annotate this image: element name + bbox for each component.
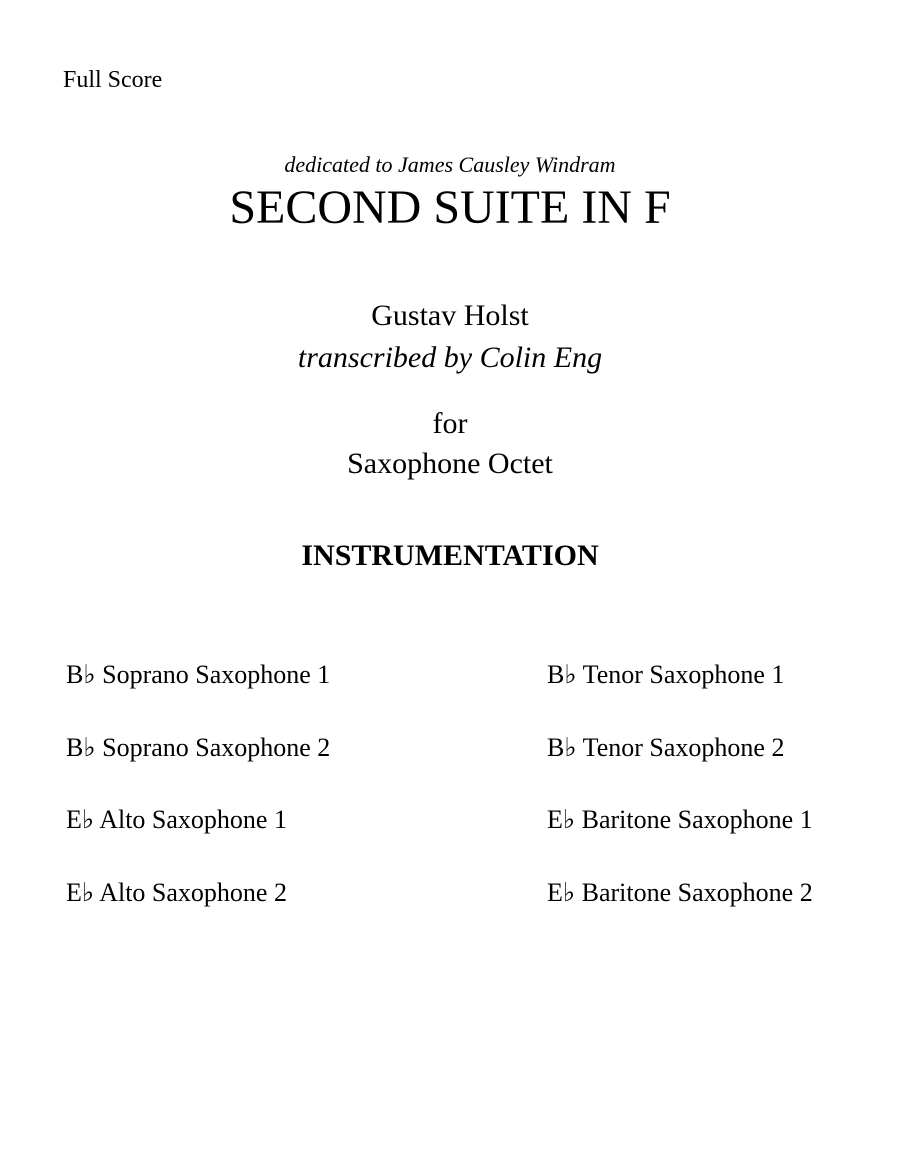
dedication: dedicated to James Causley Windram [284,152,616,177]
instrument-item: B♭ Tenor Saxophone 1 [547,660,785,689]
instrument-list-right [547,657,813,947]
for-label: for [432,407,468,440]
ensemble-name: Saxophone Octet [347,447,553,480]
instrument-item: E♭ Alto Saxophone 1 [66,805,287,834]
score-type-label: Full Score [63,67,163,93]
composer-name: Gustav Holst [371,299,529,332]
transcriber-credit: transcribed by Colin Eng [297,341,603,374]
instrument-item: B♭ Soprano Saxophone 1 [66,660,331,689]
instrument-item: B♭ Tenor Saxophone 2 [547,732,785,762]
instrument-list-left [66,657,330,947]
instrument-item: B♭ Soprano Saxophone 2 [66,732,331,762]
instrumentation-heading: INSTRUMENTATION [301,539,599,572]
instrument-item: E♭ Alto Saxophone 2 [66,877,287,907]
piece-title: SECOND SUITE IN F [229,181,671,234]
instrument-item: E♭ Baritone Saxophone 2 [547,877,813,907]
instrument-item: E♭ Baritone Saxophone 1 [547,805,813,834]
